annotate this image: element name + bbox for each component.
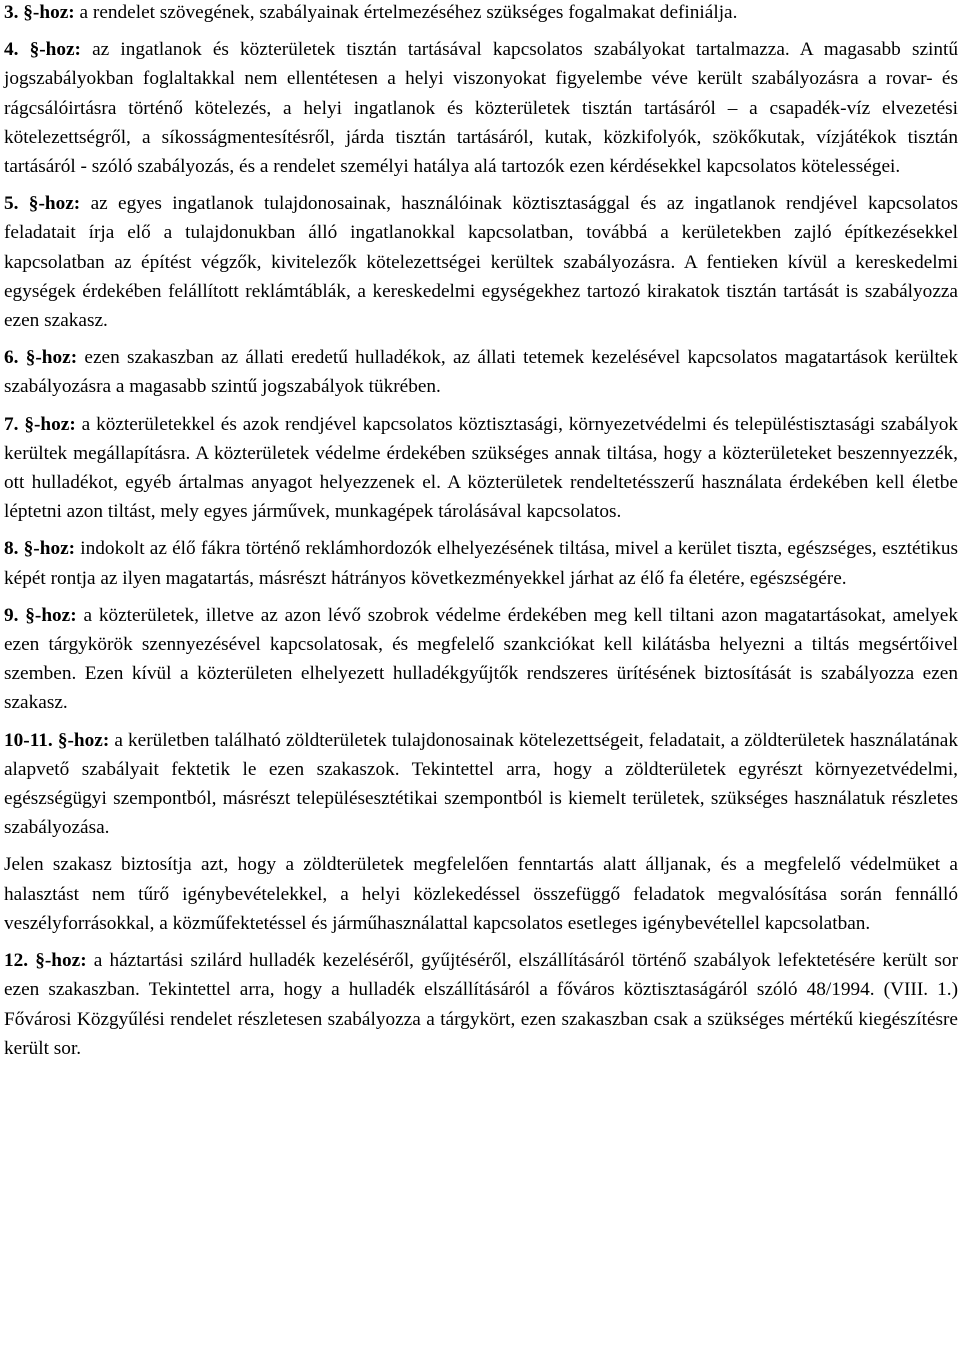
section-reference: 8. §-hoz: xyxy=(4,538,76,560)
paragraph-text: indokolt az élő fákra történő reklámhordozók elhelyezésének tiltása, mivel a kerület tiszta, egészséges, esztétikus képét rontja az ilyen magatartás, másrészt hátrányos következményekkel járhat az élő fa életére, egészségére. xyxy=(4,538,958,589)
section-reference: 4. §-hoz: xyxy=(4,39,81,61)
paragraph-section-10-11-continued xyxy=(4,850,958,938)
paragraph-section-10-11 xyxy=(4,726,958,843)
paragraph-text: a háztartási szilárd hulladék kezeléséről, gyűjtéséről, elszállításáról történő szabályok lefektetésére került sor ezen szakaszban. Tekintettel arra, hogy a hulladék elszállításáról a főváros köztisztaságáról szóló 48/1994. (VIII. 1.) Fővárosi Közgyűlési rendelet részletesen szabályozza a tárgykört, ezen szakaszban csak a szükséges mértékű kiegészítésre került sor. xyxy=(4,950,958,1059)
paragraph-text: az egyes ingatlanok tulajdonosainak, használóinak köztisztasággal és az ingatlanok rendjével kapcsolatos feladatait írja elő a tulajdonukban álló ingatlanokkal kapcsolatban, továbbá a kerületekben zajló építkezésekkel kapcsolatban az építést végzők, kivitelezők kötelezettségei kerültek szabályozásra. A fentieken kívül a kereskedelmi egységek érdekében felállított reklámtáblák, a kereskedelmi egységekhez tartozó kirakatok tisztán tartását is szabályozza ezen szakasz. xyxy=(4,193,958,332)
paragraph-text: a közterületek, illetve az azon lévő szobrok védelme érdekében meg kell tiltani azon magatartásokat, amelyek ezen tárgykörök szennyezésével kapcsolatosak, és megfelelő szankciókat kell kilátásba helyezni a tiltás megsértőivel szemben. Ezen kívül a közterületen elhelyezett hulladékgyűjtők rendszeres ürítésének biztosítását is szabályozza ezen szakasz. xyxy=(4,604,959,714)
section-reference: 7. §-hoz: xyxy=(4,413,76,435)
section-reference: 5. §-hoz: xyxy=(4,193,81,215)
paragraph-text: a közterületekkel és azok rendjével kapcsolatos köztisztasági, környezetvédelmi és településtisztasági szabályok kerültek megállapításra. A közterületek védelme érdekében szükséges annak tiltása, hogy a közterületeket beszennyezzék, ott hulladékot, egyéb ártalmas anyagot helyezzenek el. A közterületek rendeltetésszerű használata érdekében kell életbe léptetni azon tiltást, mely egyes járművek, munkagépek tárolásával kapcsolatos. xyxy=(4,413,958,523)
paragraph-text: Jelen szakasz biztosítja azt, hogy a zöldterületek megfelelően fenntartás alatt álljanak, és a megfelelő védelmüket a halasztást nem tűrő igénybevételekkel, a helyi közlekedéssel összefüggő feladatok megvalósítása során fennálló veszélyforrásokkal, a közműfektetéssel és járműhasználattal kapcsolatos esetleges igénybevétellel kapcsolatban. xyxy=(4,854,958,934)
paragraph-text: az ingatlanok és közterületek tisztán tartásával kapcsolatos szabályokat tartalmazza. A magasabb szintű jogszabályokban foglaltakkal nem ellentétesen a helyi viszonyokat figyelembe véve került szabályozásra a rovar- és rágcsálóirtásra történő kötelezés, a helyi ingatlanok és közterületek tisztán tartásáról – a csapadék-víz elvezetési kötelezettségről, a síkosságmentesítésről, járda tisztán tartásáról, kutak, közkifolyók, szökőkutak, vízjátékok tisztán tartásáról - szóló szabályozás, és a rendelet személyi hatálya alá tartozók ezen kérdésekkel kapcsolatos kötelességei. xyxy=(4,39,958,178)
paragraph-section-5 xyxy=(4,189,958,335)
section-reference: 3. §-hoz: xyxy=(4,2,75,23)
paragraph-section-8 xyxy=(4,534,958,592)
paragraph-text: a rendelet szövegének, szabályainak értelmezéséhez szükséges fogalmakat definiálja. xyxy=(79,2,738,23)
section-reference: 9. §-hoz: xyxy=(4,604,77,626)
section-reference: 6. §-hoz: xyxy=(4,347,78,369)
paragraph-section-4 xyxy=(4,35,958,181)
paragraph-text: a kerületben található zöldterületek tulajdonosainak kötelezettségeit, feladatait, a zöldterületek használatának alapvető szabályait fektetik le ezen szakaszok. Tekintettel arra, hogy a zöldterületek egyrészt környezetvédelmi, egészségügyi szempontból, másrészt településesztétikai szempontból is kiemelt területek, szükséges használatuk részletes szabályozása. xyxy=(4,729,958,839)
paragraph-section-7 xyxy=(4,410,958,527)
paragraph-section-6 xyxy=(4,343,958,401)
paragraph-section-12 xyxy=(4,946,958,1063)
section-reference: 10-11. §-hoz: xyxy=(4,729,110,751)
paragraph-section-9 xyxy=(4,601,958,718)
paragraph-section-3 xyxy=(4,0,958,27)
paragraph-text: ezen szakaszban az állati eredetű hulladékok, az állati tetemek kezelésével kapcsolatos magatartások kerültek szabályozásra a magasabb szintű jogszabályok tükrében. xyxy=(4,347,959,398)
section-reference: 12. §-hoz: xyxy=(4,950,87,972)
